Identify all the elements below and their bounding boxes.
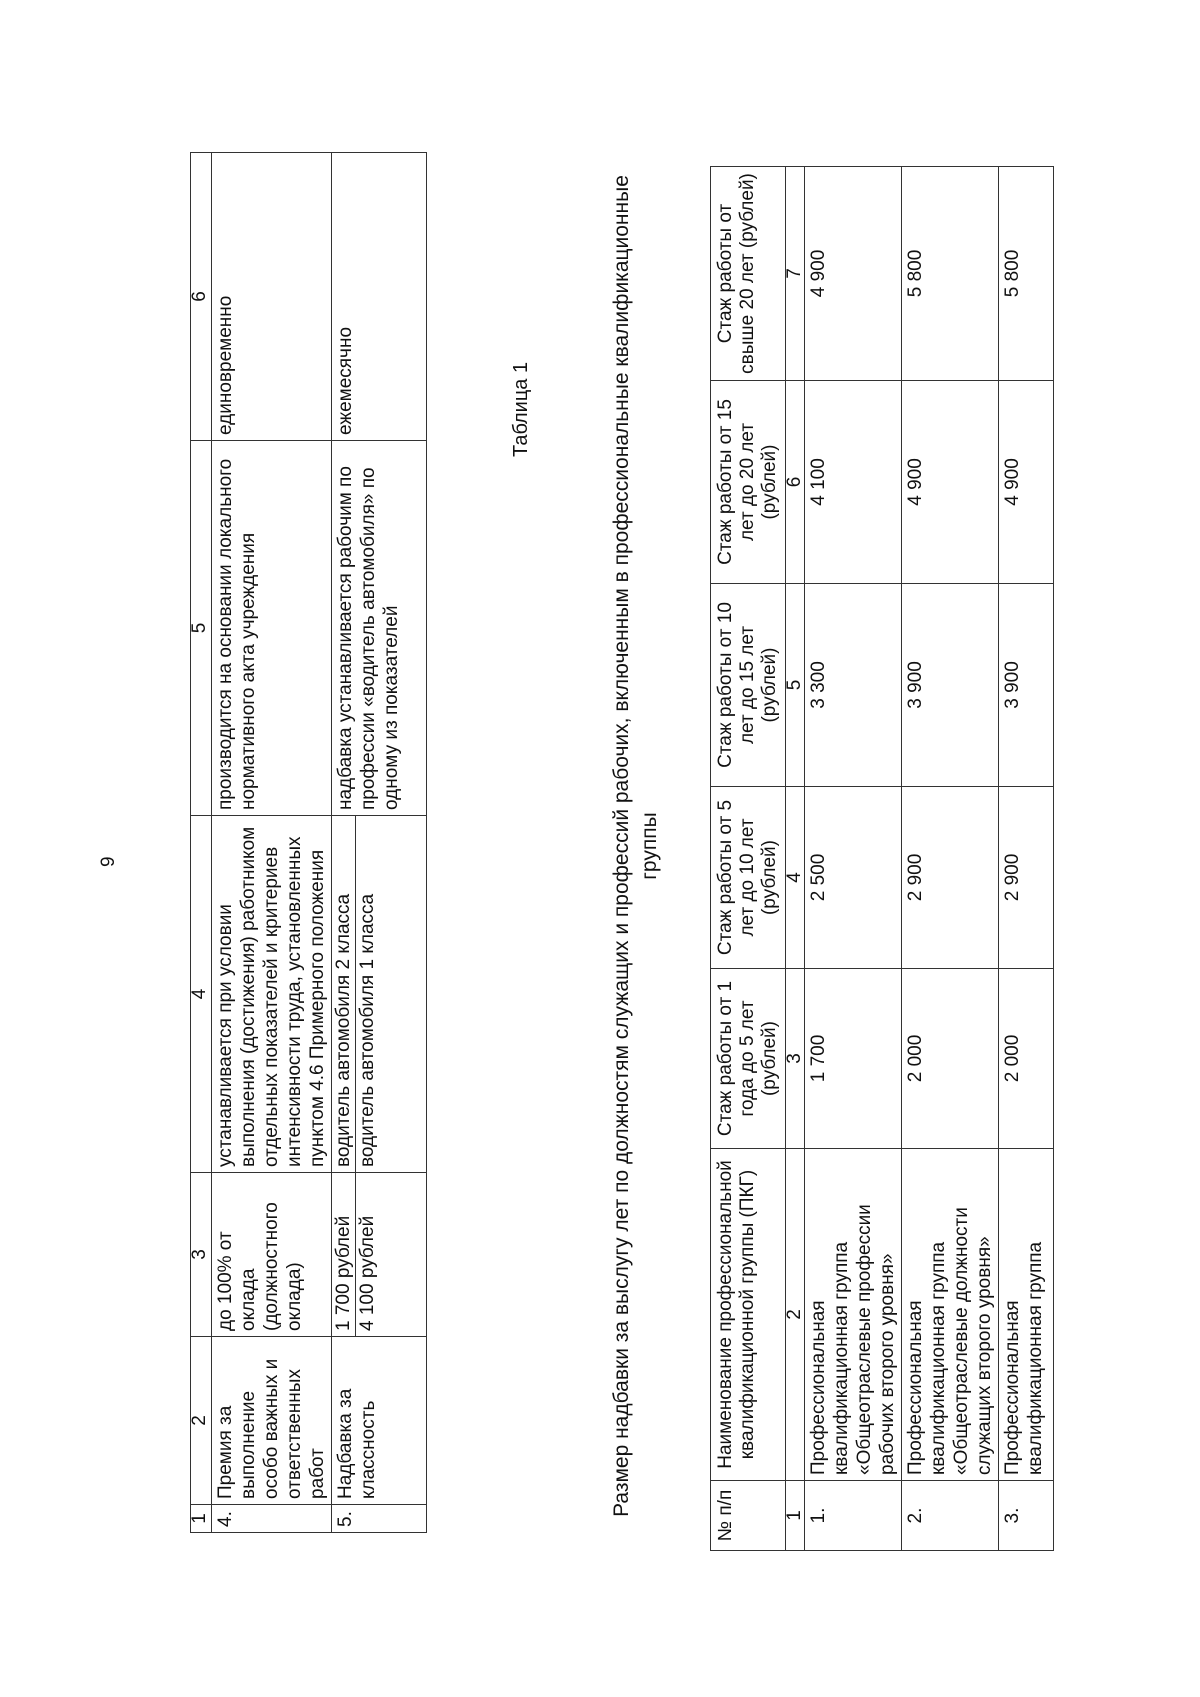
column-number: 5	[786, 584, 805, 787]
column-header: Стаж работы от 10 лет до 15 лет (рублей)	[711, 584, 786, 787]
table-caption: Таблица 1	[510, 361, 532, 457]
bonus-value: 3 900	[999, 584, 1054, 787]
column-number: 5	[191, 441, 212, 816]
bonus-value: 2 000	[999, 969, 1054, 1149]
bonus-value: 2 900	[999, 787, 1054, 969]
payments-table-continuation	[190, 152, 427, 1533]
column-number: 3	[191, 1173, 212, 1337]
column-number: 7	[786, 167, 805, 381]
bonus-value: 2 500	[805, 787, 902, 969]
table-row	[902, 167, 999, 1551]
bonus-value: 2 000	[902, 969, 999, 1149]
payment-name: Надбавка за классность	[332, 1337, 427, 1505]
row-number: 3.	[999, 1481, 1054, 1551]
bonus-value: 3 900	[902, 584, 999, 787]
bonus-value: 5 800	[902, 167, 999, 381]
row-number: 1.	[805, 1481, 902, 1551]
row-number: 2.	[902, 1481, 999, 1551]
bonus-value: 3 300	[805, 584, 902, 787]
column-number: 1	[786, 1481, 805, 1551]
column-header: № п/п	[711, 1481, 786, 1551]
bonus-value: 2 900	[902, 787, 999, 969]
payment-frequency: единовременно	[212, 153, 332, 441]
bonus-value: 1 700	[805, 969, 902, 1149]
payment-procedure: надбавка устанавливается рабочим по профессии «водитель автомобиля» по одному из показателей	[332, 441, 427, 816]
payment-amount: 4 100 рублей	[356, 1173, 427, 1337]
payment-condition: устанавливается при условии выполнения (достижения) работником отдельных показателей и критериев интенсивности труда, установленных пунктом 4.6 Примерного положения	[212, 816, 332, 1173]
bonus-value: 4 900	[805, 167, 902, 381]
column-header: Стаж работы от свыше 20 лет (рублей)	[711, 167, 786, 381]
table-row	[805, 167, 902, 1551]
column-header: Стаж работы от 15 лет до 20 лет (рублей)	[711, 381, 786, 584]
column-number: 2	[191, 1337, 212, 1505]
table-row	[999, 167, 1054, 1551]
bonus-value: 4 100	[805, 381, 902, 584]
payment-name: Премия за выполнение особо важных и ответственных работ	[212, 1337, 332, 1505]
column-number: 6	[191, 153, 212, 441]
bonus-value: 4 900	[902, 381, 999, 584]
payment-condition: водитель автомобиля 2 класса	[332, 816, 356, 1173]
payment-amount: 1 700 рублей	[332, 1173, 356, 1337]
column-number: 2	[786, 1149, 805, 1481]
payment-procedure: производится на основании локального нормативного акта учреждения	[212, 441, 332, 816]
column-header: Стаж работы от 1 года до 5 лет (рублей)	[711, 969, 786, 1149]
column-number: 1	[191, 1505, 212, 1533]
bonus-value: 5 800	[999, 167, 1054, 381]
column-number-row	[786, 167, 805, 1551]
table-title: Размер надбавки за выслугу лет по должностям служащих и профессий рабочих, включенным в профессиональные квалификационные группы	[610, 175, 661, 1517]
page-number: 9	[98, 856, 119, 867]
pkg-name: Профессиональная квалификационная группа «Общеотраслевые должности служащих второго уровня»	[902, 1149, 999, 1481]
payment-amount: до 100% от оклада (должностного оклада)	[212, 1173, 332, 1337]
column-header: Наименование профессиональной квалификационной группы (ПКГ)	[711, 1149, 786, 1481]
pkg-name: Профессиональная квалификационная группа	[999, 1149, 1054, 1481]
table-row	[332, 153, 356, 1533]
column-number: 3	[786, 969, 805, 1149]
row-number: 4.	[212, 1505, 332, 1533]
seniority-bonus-table	[710, 166, 1054, 1551]
column-number-row	[191, 153, 212, 1533]
header-row	[711, 167, 786, 1551]
column-number: 4	[786, 787, 805, 969]
table-row	[212, 153, 332, 1533]
row-number: 5.	[332, 1505, 427, 1533]
column-number: 6	[786, 381, 805, 584]
bonus-value: 4 900	[999, 381, 1054, 584]
payment-frequency: ежемесячно	[332, 153, 427, 441]
pkg-name: Профессиональная квалификационная группа «Общеотраслевые профессии рабочих второго уровня»	[805, 1149, 902, 1481]
column-header: Стаж работы от 5 лет до 10 лет (рублей)	[711, 787, 786, 969]
payment-condition: водитель автомобиля 1 класса	[356, 816, 427, 1173]
column-number: 4	[191, 816, 212, 1173]
